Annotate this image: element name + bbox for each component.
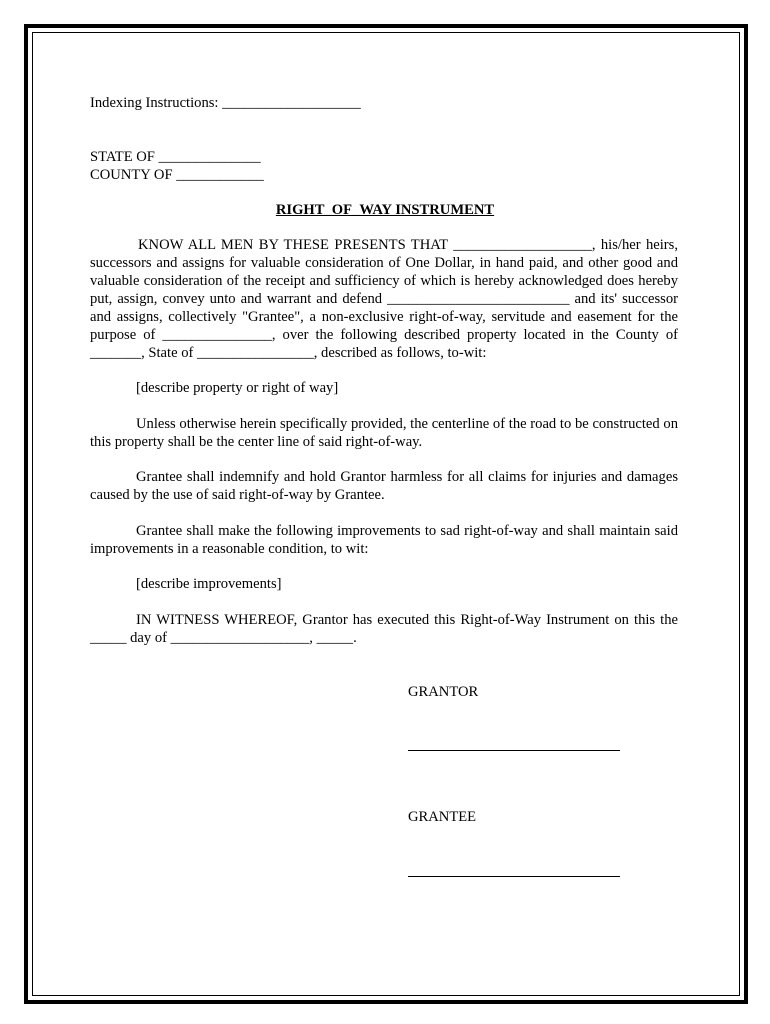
grantee-label: GRANTEE <box>408 809 477 825</box>
grantor-label: GRANTOR <box>408 684 479 700</box>
county-line: COUNTY OF ____________ <box>90 167 264 183</box>
paragraph-witness: IN WITNESS WHEREOF, Grantor has executed this Right-of-Way Instrument on this the _____ day of ___________________, _____. <box>90 612 678 646</box>
paragraph-indemnify: Grantee shall indemnify and hold Grantor harmless for all claims for injuries and damages caused by the use of said right-of-way by Grantee. <box>90 469 678 503</box>
document-title: RIGHT_OF_WAY INSTRUMENT <box>275 202 495 218</box>
paragraph-centerline: Unless otherwise herein specifically provided, the centerline of the road to be constructed on this property shall be the center line of said right-of-way. <box>90 416 678 450</box>
document-page <box>90 0 678 1024</box>
describe-property-placeholder: [describe property or right of way] <box>136 380 339 396</box>
grantee-signature-line <box>408 876 620 877</box>
paragraph-improvements: Grantee shall make the following improvements to sad right-of-way and shall maintain said improvements in a reasonable condition, to wit: <box>90 523 678 557</box>
grantor-signature-line <box>408 750 620 751</box>
describe-improvements-placeholder: [describe improvements] <box>136 576 282 592</box>
state-line: STATE OF ______________ <box>90 149 261 165</box>
paragraph-know-all-men: KNOW ALL MEN BY THESE PRESENTS THAT ___________________, his/her heirs, successors and assigns for valuable consideration of One Dollar, in hand paid, and other good and valuable consideration of the receipt and sufficiency of which is hereby acknowledged does hereby put, assign, convey unto and warrant and defend _________________________ and its' successor and assigns, collectively "Grantee", a non-exclusive right-of-way, servitude and easement for the purpose of _______________, over the following described property located in the County of _______, State of ________________, described as follows, to-wit: <box>90 237 678 361</box>
indexing-instructions: Indexing Instructions: ___________________ <box>90 95 361 111</box>
